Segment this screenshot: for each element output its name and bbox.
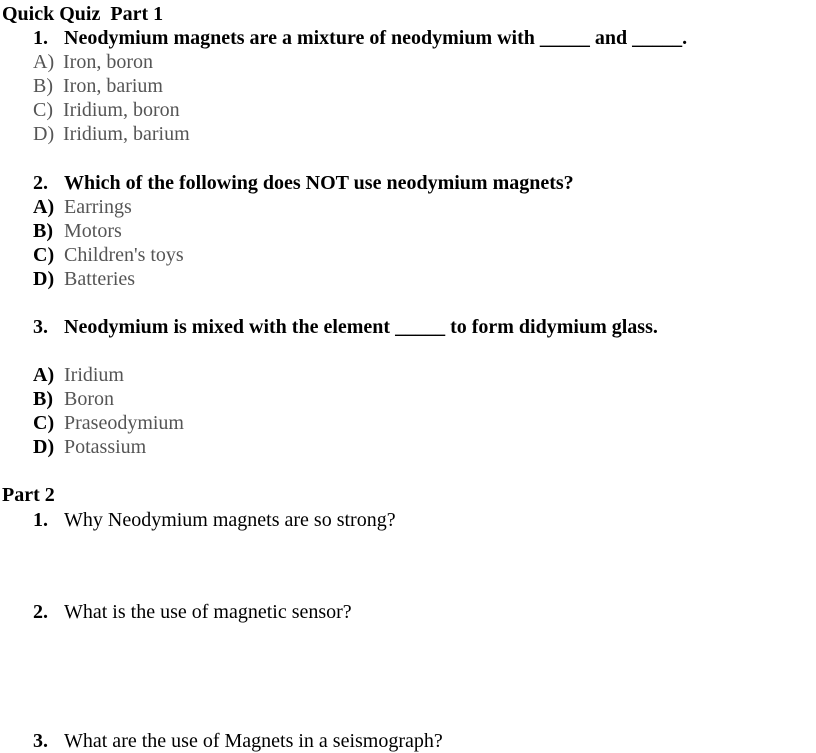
question-number: 3. [33,730,48,752]
option-letter: B) [33,75,53,97]
option-text: Iridium, barium [63,123,190,145]
question-number: 3. [33,316,48,338]
option-letter: D) [33,436,55,458]
option-letter: C) [33,412,55,434]
question-text: Which of the following does NOT use neodymium magnets? [64,172,574,194]
option-text: Children's toys [64,244,184,266]
question-text: What is the use of magnetic sensor? [64,601,352,623]
option-text: Praseodymium [64,412,184,434]
option-text: Potassium [64,436,147,458]
question-text: Neodymium is mixed with the element _____ to form didymium glass. [64,316,658,338]
option-letter: B) [33,388,53,410]
option-text: Iron, boron [63,51,153,73]
option-letter: A) [33,51,55,73]
question-number: 2. [33,601,48,623]
option-letter: D) [33,123,55,145]
question-text: Neodymium magnets are a mixture of neodymium with _____ and _____. [64,27,688,49]
option-letter: B) [33,220,53,242]
option-text: Iridium, boron [63,99,180,121]
part2-heading: Part 2 [2,484,55,506]
option-letter: D) [33,268,55,290]
option-letter: C) [33,99,53,121]
question-number: 1. [33,27,48,49]
question-number: 1. [33,509,48,531]
option-text: Boron [64,388,114,410]
option-text: Iridium [64,364,124,386]
part1-heading: Quick Quiz Part 1 [2,3,164,25]
option-text: Iron, barium [63,75,163,97]
option-text: Earrings [64,196,132,218]
question-text: Why Neodymium magnets are so strong? [64,509,396,531]
option-letter: A) [33,196,55,218]
question-text: What are the use of Magnets in a seismograph? [64,730,443,752]
option-letter: C) [33,244,55,266]
question-number: 2. [33,172,48,194]
option-text: Motors [64,220,122,242]
option-text: Batteries [64,268,136,290]
option-letter: A) [33,364,55,386]
